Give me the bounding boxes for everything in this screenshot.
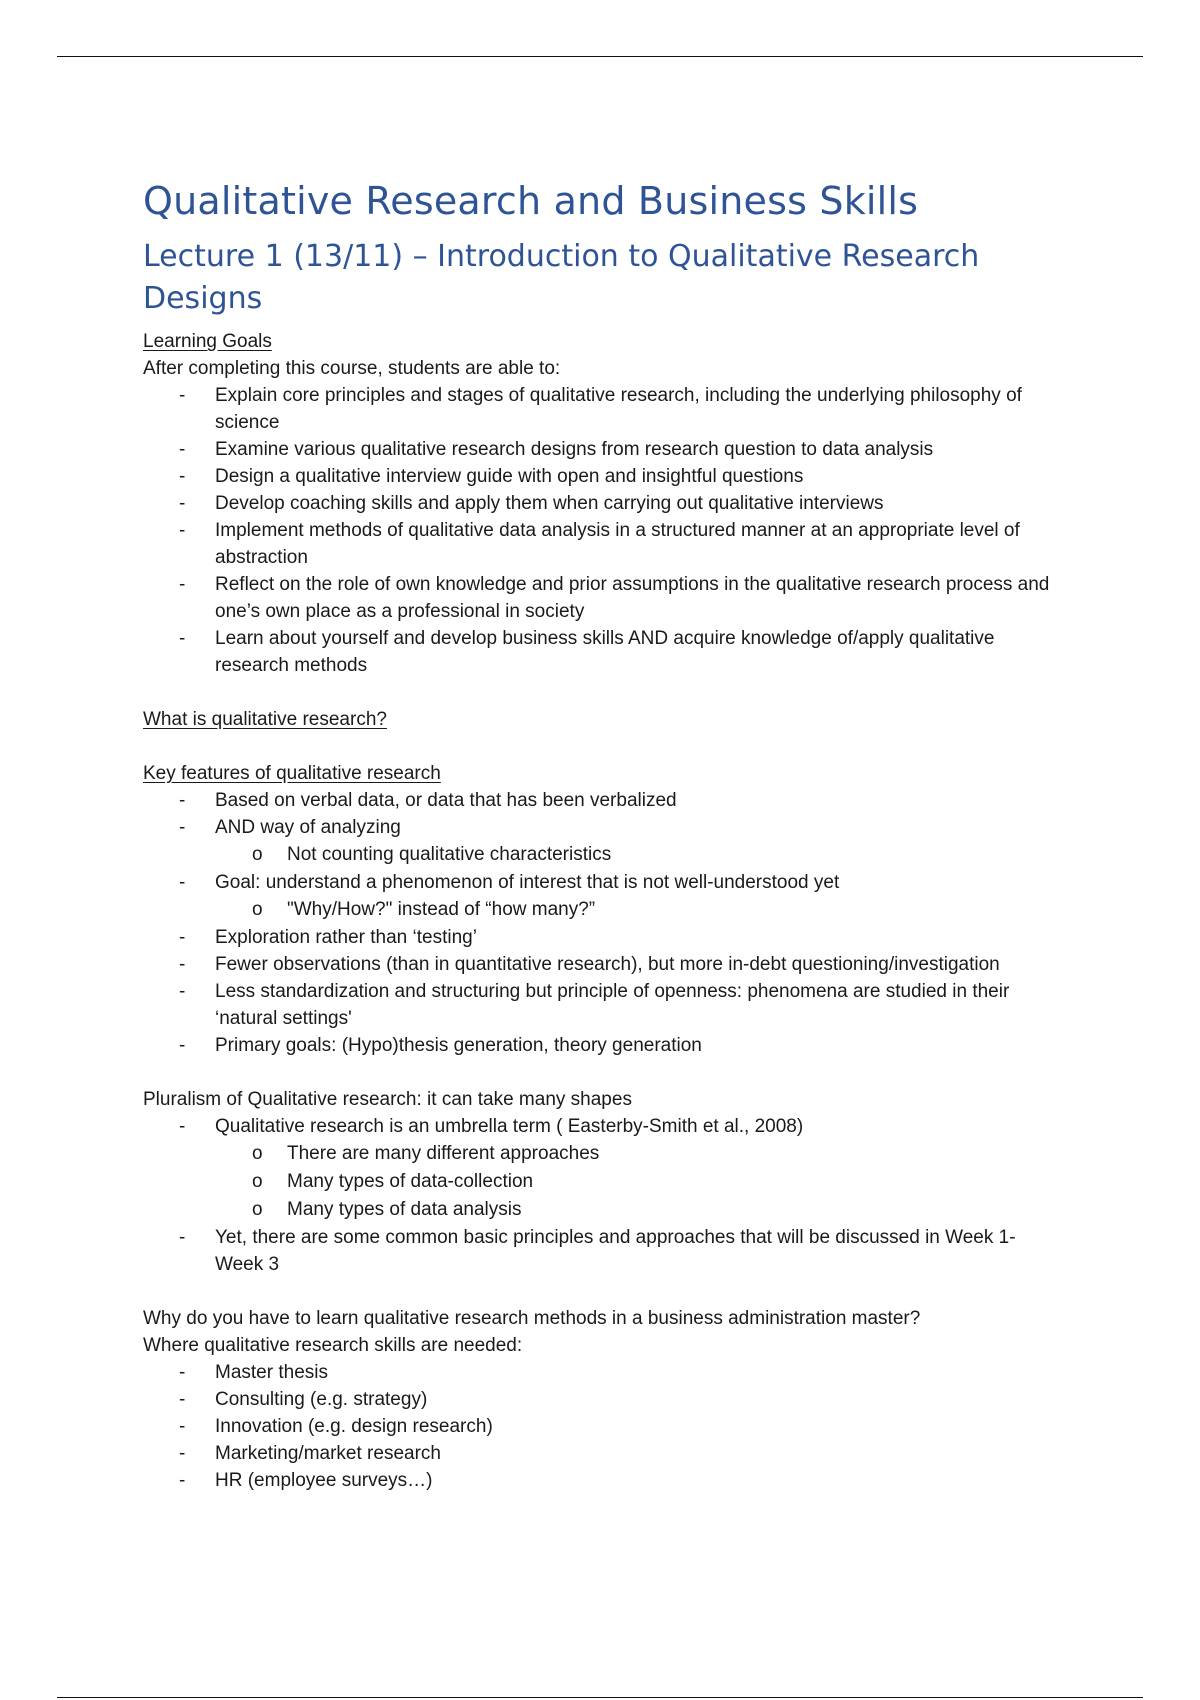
why-intro: Where qualitative research skills are needed: <box>143 1335 523 1356</box>
sub-list-item <box>215 1196 1063 1224</box>
list-item <box>143 490 1063 517</box>
list-item <box>143 869 1063 924</box>
sub-list-item-text: Many types of data analysis <box>287 1199 522 1220</box>
sub-list <box>215 841 1063 869</box>
list-item <box>143 978 1063 1032</box>
what-is-heading: What is qualitative research? <box>143 709 387 730</box>
lecture-heading: Lecture 1 (13/11) – Introduction to Qualitative Research Designs <box>143 239 980 316</box>
list-item <box>143 571 1063 625</box>
list-item-text: Implement methods of qualitative data analysis in a structured manner at an appropriate level of abstraction <box>215 520 1020 568</box>
list-item-text: Less standardization and structuring but principle of openness: phenomena are studied in their ‘natural settings' <box>215 981 1010 1029</box>
dash-bullet: - <box>179 574 186 595</box>
list-item-text: Primary goals: (Hypo)thesis generation, theory generation <box>215 1035 702 1056</box>
list-item-text: HR (employee surveys…) <box>215 1470 433 1491</box>
list-item-text: Innovation (e.g. design research) <box>215 1416 493 1437</box>
skills-needed-list <box>143 1359 1063 1494</box>
list-item <box>143 1467 1063 1494</box>
document-title: Qualitative Research and Business Skills <box>143 179 919 223</box>
dash-bullet: - <box>179 872 186 893</box>
dash-bullet: - <box>179 817 186 838</box>
list-item-text: Master thesis <box>215 1362 328 1383</box>
spacer <box>143 733 1063 760</box>
dash-bullet: - <box>179 493 186 514</box>
spacer <box>143 679 1063 706</box>
dash-bullet: - <box>179 439 186 460</box>
sub-list <box>215 896 1063 924</box>
pluralism-list <box>143 1113 1063 1278</box>
dash-bullet: - <box>179 1362 186 1383</box>
list-item-text: Based on verbal data, or data that has been verbalized <box>215 790 677 811</box>
dash-bullet: - <box>179 1035 186 1056</box>
pluralism-intro: Pluralism of Qualitative research: it can take many shapes <box>143 1089 632 1110</box>
list-item <box>143 436 1063 463</box>
dash-bullet: - <box>179 1416 186 1437</box>
list-item <box>143 814 1063 869</box>
key-features-list <box>143 787 1063 1059</box>
list-item <box>143 1224 1063 1278</box>
list-item <box>143 382 1063 436</box>
list-item <box>143 463 1063 490</box>
spacer <box>143 1278 1063 1305</box>
list-item <box>143 1440 1063 1467</box>
circle-bullet: o <box>252 1199 263 1220</box>
learning-goals-intro: After completing this course, students are able to: <box>143 358 561 379</box>
list-item <box>143 1413 1063 1440</box>
spacer <box>143 1059 1063 1086</box>
circle-bullet: o <box>252 899 263 920</box>
dash-bullet: - <box>179 927 186 948</box>
sub-list-item <box>215 1168 1063 1196</box>
dash-bullet: - <box>179 1116 186 1137</box>
list-item-text: Consulting (e.g. strategy) <box>215 1389 428 1410</box>
list-item <box>143 1032 1063 1059</box>
sub-list-item <box>215 896 1063 924</box>
list-item-text: Explain core principles and stages of qualitative research, including the underlying philosophy of science <box>215 385 1022 433</box>
circle-bullet: o <box>252 1143 263 1164</box>
list-item-text: Yet, there are some common basic principles and approaches that will be discussed in Week 1- Week 3 <box>215 1227 1016 1275</box>
dash-bullet: - <box>179 520 186 541</box>
sub-list <box>215 1140 1063 1224</box>
dash-bullet: - <box>179 466 186 487</box>
footer-rule <box>57 1697 1143 1698</box>
dash-bullet: - <box>179 981 186 1002</box>
learning-goals-heading: Learning Goals <box>143 331 272 352</box>
list-item-text: Reflect on the role of own knowledge and prior assumptions in the qualitative research process and one’s own place as a professional in society <box>215 574 1050 622</box>
document-body <box>143 176 1063 1494</box>
learning-goals-list <box>143 382 1063 679</box>
list-item-text: AND way of analyzing <box>215 817 401 838</box>
dash-bullet: - <box>179 628 186 649</box>
sub-list-item-text: Many types of data-collection <box>287 1171 534 1192</box>
key-features-heading: Key features of qualitative research <box>143 763 441 784</box>
list-item <box>143 1359 1063 1386</box>
sub-list-item-text: There are many different approaches <box>287 1143 600 1164</box>
sub-list-item <box>215 841 1063 869</box>
list-item-text: Design a qualitative interview guide with open and insightful questions <box>215 466 804 487</box>
dash-bullet: - <box>179 954 186 975</box>
dash-bullet: - <box>179 1470 186 1491</box>
why-question: Why do you have to learn qualitative research methods in a business administration master? <box>143 1308 921 1329</box>
dash-bullet: - <box>179 1389 186 1410</box>
list-item <box>143 1113 1063 1224</box>
sub-list-item-text: "Why/How?" instead of “how many?” <box>287 899 596 920</box>
dash-bullet: - <box>179 1227 186 1248</box>
list-item-text: Qualitative research is an umbrella term ( Easterby-Smith et al., 2008) <box>215 1116 804 1137</box>
list-item-text: Goal: understand a phenomenon of interest that is not well-understood yet <box>215 872 840 893</box>
circle-bullet: o <box>252 844 263 865</box>
list-item-text: Marketing/market research <box>215 1443 441 1464</box>
list-item-text: Examine various qualitative research designs from research question to data analysis <box>215 439 934 460</box>
circle-bullet: o <box>252 1171 263 1192</box>
list-item <box>143 787 1063 814</box>
list-item <box>143 924 1063 951</box>
list-item-text: Fewer observations (than in quantitative research), but more in-debt questioning/investigation <box>215 954 1000 975</box>
list-item-text: Develop coaching skills and apply them when carrying out qualitative interviews <box>215 493 884 514</box>
list-item <box>143 625 1063 679</box>
list-item-text: Exploration rather than ‘testing’ <box>215 927 477 948</box>
list-item <box>143 1386 1063 1413</box>
header-rule <box>57 56 1143 57</box>
sub-list-item <box>215 1140 1063 1168</box>
list-item <box>143 951 1063 978</box>
list-item <box>143 517 1063 571</box>
dash-bullet: - <box>179 1443 186 1464</box>
list-item-text: Learn about yourself and develop business skills AND acquire knowledge of/apply qualitative research methods <box>215 628 995 676</box>
dash-bullet: - <box>179 385 186 406</box>
dash-bullet: - <box>179 790 186 811</box>
sub-list-item-text: Not counting qualitative characteristics <box>287 844 612 865</box>
